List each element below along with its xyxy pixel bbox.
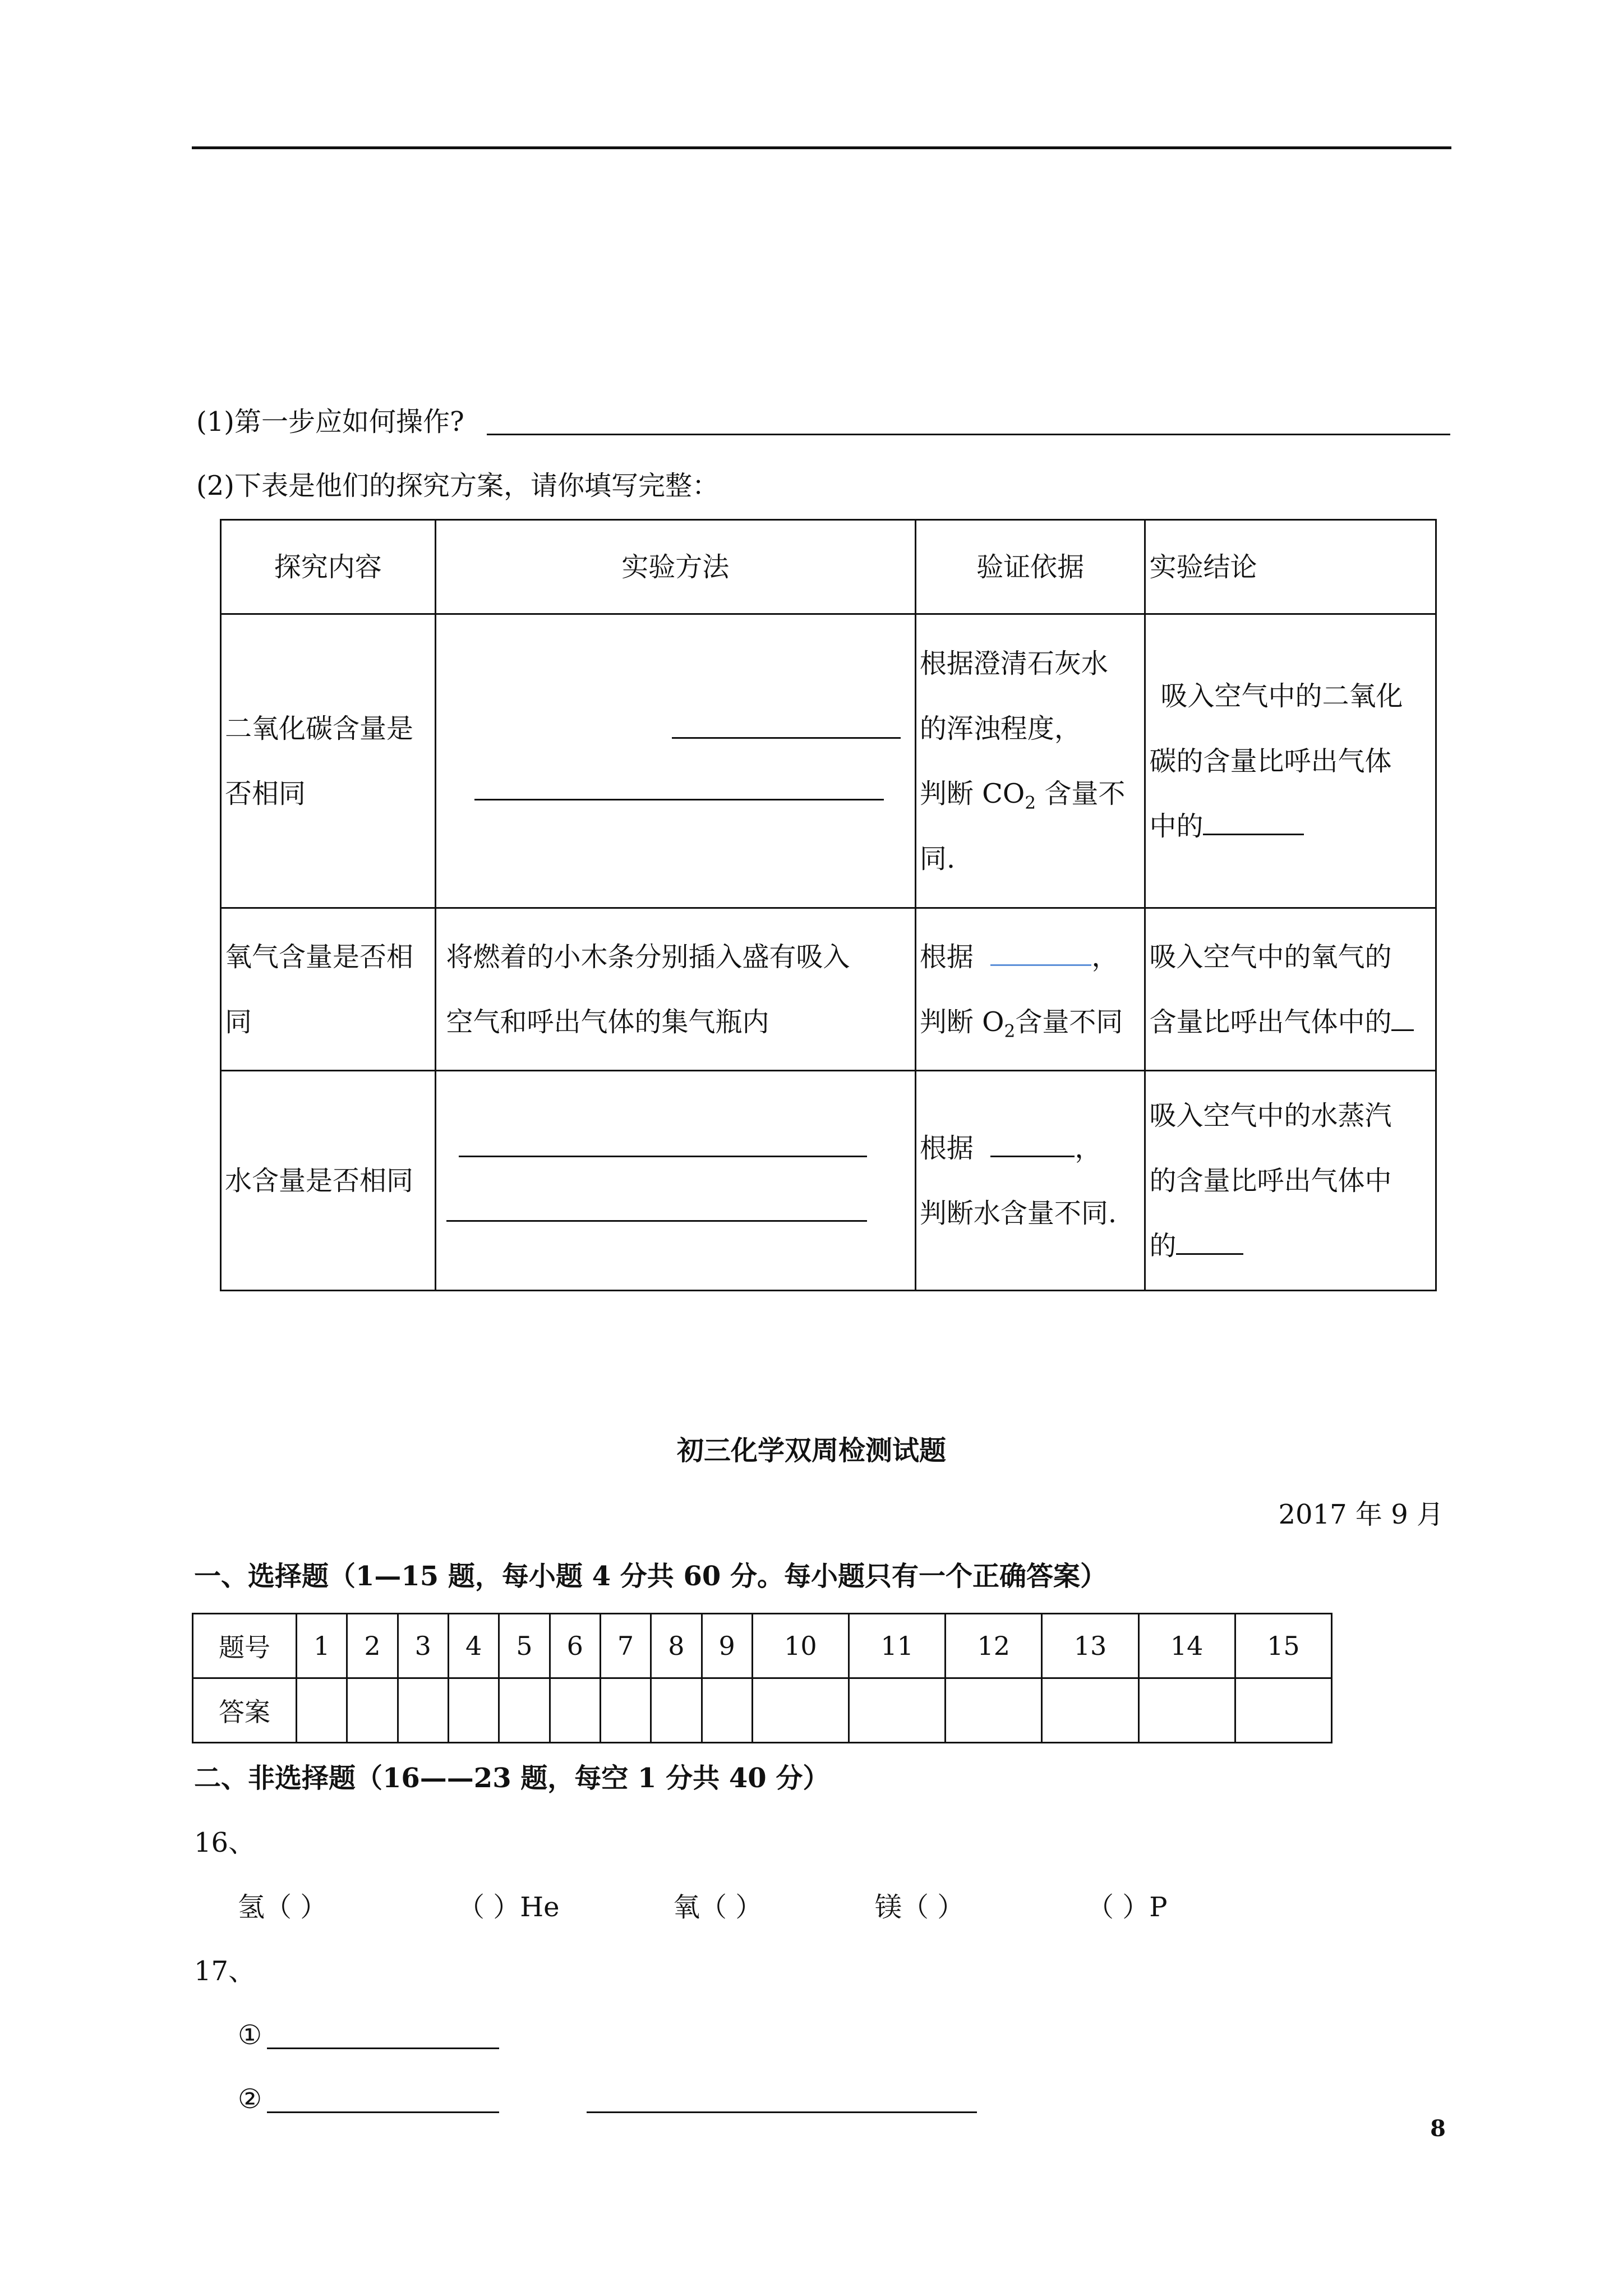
question-number: 3 <box>398 1614 448 1678</box>
answer-cell[interactable] <box>946 1678 1042 1743</box>
circled-number: ① <box>238 2019 262 2051</box>
answer-blank[interactable] <box>474 799 884 800</box>
question-number: 11 <box>849 1614 946 1678</box>
cell-line: 吸入空气中的水蒸汽 <box>1149 1099 1392 1131</box>
question-number: 4 <box>448 1614 499 1678</box>
comma: ， <box>1075 1132 1102 1164</box>
cell-line: 空气和呼出气体的集气瓶内 <box>446 1006 769 1038</box>
cell-line: 同. <box>919 843 956 875</box>
answer-blank[interactable] <box>267 2111 499 2113</box>
subscript: 2 <box>1025 793 1036 813</box>
conclusion-text: 的 <box>1149 1230 1177 1262</box>
conclusion-cell <box>1145 614 1436 908</box>
question-number: 10 <box>752 1614 849 1678</box>
q16-blank[interactable]: 氢（ ） <box>238 1892 328 1923</box>
cell-line <box>1149 990 1432 1055</box>
basis-text: 判断 O <box>919 1006 1004 1038</box>
section-1-heading: 一、选择题（1—15 题，每小题 4 分共 60 分。每小题只有一个正确答案） <box>194 1561 1107 1592</box>
question-number: 13 <box>1042 1614 1138 1678</box>
number-row <box>193 1614 1332 1678</box>
table-row <box>221 908 1436 1071</box>
content-cell: 水含量是否相同 <box>221 1071 436 1291</box>
answer-cell[interactable] <box>1042 1678 1138 1743</box>
answer-cell[interactable] <box>702 1678 752 1743</box>
cell-line <box>920 990 1141 1055</box>
cell-line: 吸入空气中的二氧化 <box>1160 680 1403 712</box>
cell-line: 的含量比呼出气体中 <box>1149 1165 1392 1197</box>
page-number: 8 <box>1430 2115 1446 2142</box>
content-cell <box>221 614 436 908</box>
answer-row <box>193 1678 1332 1743</box>
cell-line: 吸入空气中的氧气的 <box>1149 941 1392 973</box>
answer-blank[interactable] <box>487 434 1450 435</box>
cell-line <box>1149 794 1432 859</box>
q16-blank[interactable]: 镁（ ） <box>875 1892 965 1923</box>
section-2-heading: 二、非选择题（16——23 题，每空 1 分共 40 分） <box>194 1763 830 1794</box>
cell-line <box>920 1116 1141 1181</box>
cell-line <box>1149 1213 1432 1278</box>
basis-text: 根据 <box>919 1132 974 1164</box>
row-label: 答案 <box>193 1678 297 1743</box>
answer-blank[interactable] <box>587 2111 977 2113</box>
question-number: 8 <box>651 1614 702 1678</box>
answer-grid <box>192 1613 1332 1743</box>
q16-blank[interactable]: （ ）P <box>1087 1892 1168 1923</box>
answer-blank[interactable] <box>1391 1007 1414 1031</box>
conclusion-text: 含量比呼出气体中的 <box>1149 1006 1392 1038</box>
question-2: (2)下表是他们的探究方案，请你填写完整： <box>196 470 719 501</box>
answer-cell[interactable] <box>550 1678 600 1743</box>
answer-blank[interactable] <box>990 942 1091 966</box>
header-cell: 验证依据 <box>915 520 1145 614</box>
answer-blank[interactable] <box>446 1220 867 1222</box>
answer-cell[interactable] <box>600 1678 651 1743</box>
top-rule <box>192 146 1451 149</box>
question-16-label: 16、 <box>194 1827 256 1858</box>
answer-cell[interactable] <box>499 1678 550 1743</box>
conclusion-cell <box>1145 908 1436 1071</box>
row-label: 题号 <box>193 1614 297 1678</box>
answer-cell[interactable] <box>398 1678 448 1743</box>
header-cell: 探究内容 <box>221 520 436 614</box>
table-row <box>221 614 1436 908</box>
cell-line: 氧气含量是否相 <box>225 941 414 973</box>
cell-line: 将燃着的小木条分别插入盛有吸入 <box>446 941 850 973</box>
answer-cell[interactable] <box>297 1678 347 1743</box>
answer-blank[interactable] <box>990 1133 1075 1157</box>
conclusion-cell <box>1145 1071 1436 1291</box>
comma: ， <box>1091 941 1119 973</box>
question-number: 9 <box>702 1614 752 1678</box>
answer-cell[interactable] <box>448 1678 499 1743</box>
answer-cell[interactable] <box>752 1678 849 1743</box>
cell-line: 的浑浊程度， <box>919 712 1081 744</box>
experiment-table <box>220 519 1437 1291</box>
question-number: 5 <box>499 1614 550 1678</box>
table-header-row <box>221 520 1436 614</box>
basis-text: 根据 <box>919 941 974 973</box>
question-1: (1)第一步应如何操作? <box>196 406 464 438</box>
method-cell <box>435 614 915 908</box>
question-17-label: 17、 <box>194 1955 256 1987</box>
cell-line <box>920 761 1141 826</box>
cell-line: 根据澄清石灰水 <box>919 647 1108 679</box>
answer-cell[interactable] <box>849 1678 946 1743</box>
question-number: 7 <box>600 1614 651 1678</box>
content-cell <box>221 908 436 1071</box>
cell-line: 判断水含量不同. <box>919 1197 1117 1229</box>
answer-blank[interactable] <box>672 737 901 739</box>
answer-cell[interactable] <box>347 1678 398 1743</box>
q16-blank[interactable]: 氧（ ） <box>673 1892 763 1923</box>
exam-date: 2017 年 9 月 <box>1278 1499 1444 1530</box>
method-cell <box>435 908 915 1071</box>
basis-cell <box>915 1071 1145 1291</box>
answer-cell[interactable] <box>1235 1678 1331 1743</box>
conclusion-text: 中的 <box>1149 810 1204 842</box>
answer-blank[interactable] <box>267 2047 499 2049</box>
answer-cell[interactable] <box>651 1678 702 1743</box>
circled-number: ② <box>238 2083 262 2115</box>
answer-blank[interactable] <box>1203 811 1304 835</box>
question-number: 14 <box>1138 1614 1235 1678</box>
question-number: 1 <box>297 1614 347 1678</box>
q16-blank[interactable]: （ ）He <box>458 1892 560 1923</box>
table-row <box>221 1071 1436 1291</box>
question-number: 2 <box>347 1614 398 1678</box>
question-number: 12 <box>946 1614 1042 1678</box>
basis-text: 含量不同 <box>1015 1006 1123 1038</box>
question-number: 15 <box>1235 1614 1331 1678</box>
subscript: 2 <box>1004 1021 1016 1042</box>
header-cell: 实验方法 <box>435 520 915 614</box>
cell-line: 碳的含量比呼出气体 <box>1149 745 1392 777</box>
header-cell: 实验结论 <box>1145 520 1436 614</box>
cell-line: 否相同 <box>225 777 306 809</box>
answer-blank[interactable] <box>459 1156 867 1157</box>
cell-line: 二氧化碳含量是 <box>225 712 414 744</box>
cell-line <box>920 924 1141 990</box>
method-cell <box>435 1071 915 1291</box>
basis-cell <box>915 908 1145 1071</box>
basis-cell <box>915 614 1145 908</box>
basis-text: 含量不 <box>1044 777 1126 809</box>
answer-blank[interactable] <box>1176 1231 1243 1255</box>
question-number: 6 <box>550 1614 600 1678</box>
cell-line: 同 <box>225 1006 252 1038</box>
basis-text: 判断 CO <box>919 777 1025 809</box>
exam-title: 初三化学双周检测试题 <box>676 1435 946 1466</box>
answer-cell[interactable] <box>1138 1678 1235 1743</box>
